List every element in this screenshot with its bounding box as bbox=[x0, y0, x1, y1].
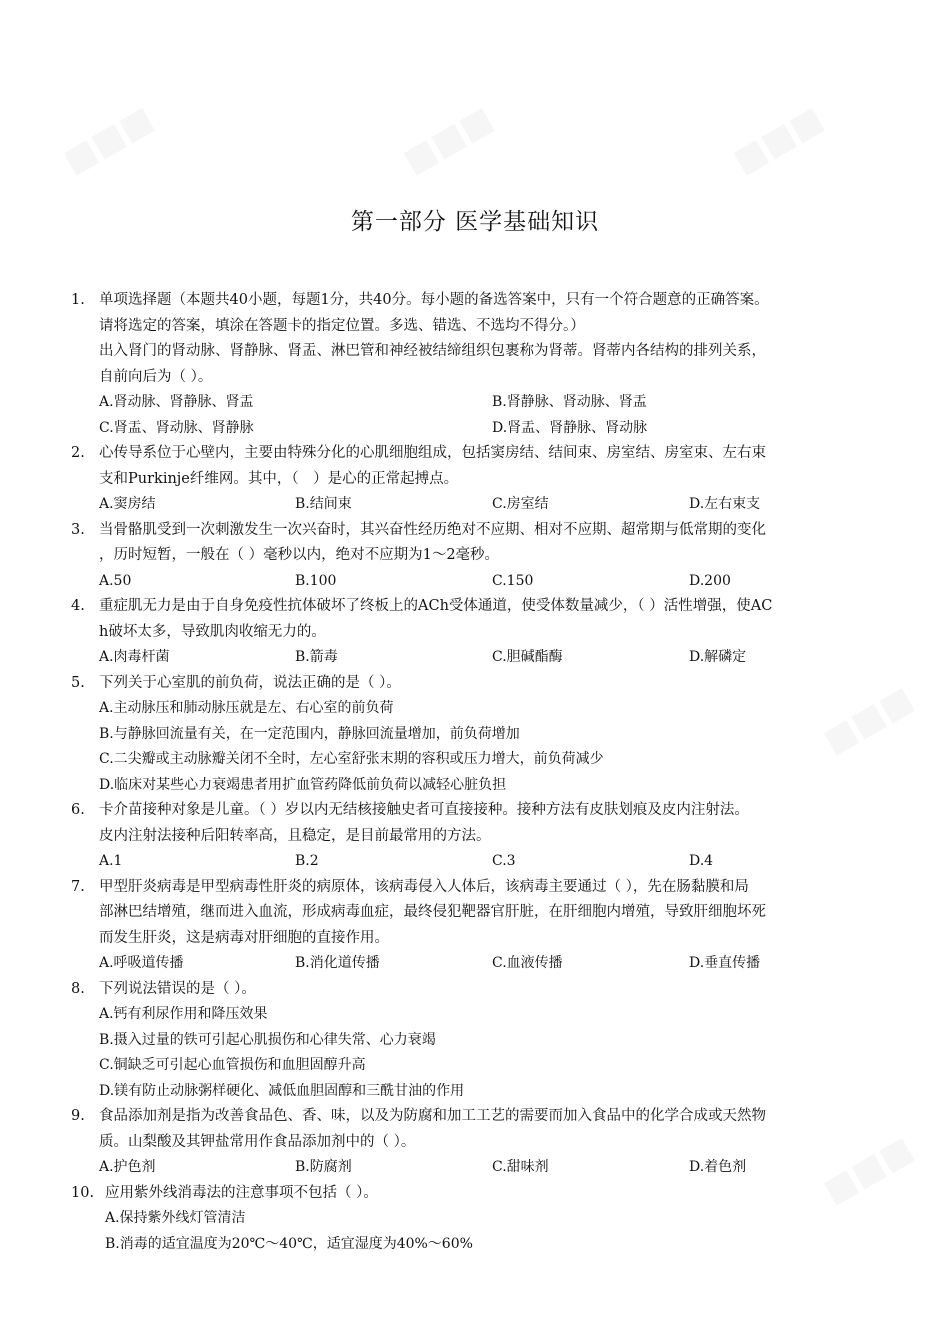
watermark bbox=[396, 99, 499, 182]
question-text: 甲型肝炎病毒是甲型病毒性肝炎的病原体，该病毒侵入人体后，该病毒主要通过（ ），先在肠黏膜和局 bbox=[99, 878, 749, 895]
options-row bbox=[99, 416, 874, 442]
option-d: D.4 bbox=[689, 853, 714, 869]
question-text: 心传导系位于心壁内，主要由特殊分化的心肌细胞组成，包括窦房结、结间束、房室结、房室束、左右束 bbox=[99, 445, 766, 461]
question-text: 单项选择题（本题共40小题，每题1分，共40分。每小题的备选答案中，只有一个符合题意的正确答案。 bbox=[99, 292, 769, 308]
option-a: A.1 bbox=[99, 853, 123, 869]
options-row bbox=[99, 849, 874, 875]
question-9 bbox=[71, 1104, 874, 1181]
question-text: 请将选定的答案，填涂在答题卡的指定位置。多选、错选、不选均不得分。） bbox=[99, 317, 585, 334]
option-a: A.肾动脉、肾静脉、肾盂 bbox=[99, 394, 254, 410]
question-text: 出入肾门的肾动脉、肾静脉、肾盂、淋巴管和神经被结缔组织包裹称为肾蒂。肾蒂内各结构的排列关系， bbox=[99, 343, 766, 359]
option-c: C.3 bbox=[492, 853, 516, 869]
question-number: 8. bbox=[71, 980, 85, 997]
question-number: 2. bbox=[71, 445, 85, 461]
question-text: h破坏太多，导致肌肉收缩无力的。 bbox=[99, 623, 326, 640]
question-number: 4. bbox=[71, 598, 85, 614]
question-6 bbox=[71, 798, 874, 875]
question-text: ，历时短暂，一般在（ ）毫秒以内，绝对不应期为1～2毫秒。 bbox=[99, 547, 500, 563]
option-d: D.左右束支 bbox=[689, 496, 761, 512]
question-text: 皮内注射法接种后阳转率高，且稳定，是目前最常用的方法。 bbox=[99, 827, 491, 844]
option-c: C.胆碱酯酶 bbox=[492, 649, 563, 665]
question-2 bbox=[71, 441, 874, 518]
option-b: B.箭毒 bbox=[295, 649, 338, 665]
option-c: C.甜味剂 bbox=[492, 1159, 549, 1175]
options-row bbox=[99, 492, 874, 518]
question-list bbox=[0, 288, 950, 1257]
option-d: D.200 bbox=[689, 572, 731, 589]
option-a: A.50 bbox=[99, 572, 132, 589]
question-text: 食品添加剂是指为改善食品色、香、味，以及为防腐和加工工艺的需要而加入食品中的化学合成或天然物 bbox=[99, 1108, 766, 1124]
question-text: 卡介苗接种对象是儿童。（ ）岁以内无结核接触史者可直接接种。接种方法有皮肤划痕及皮内注射法。 bbox=[99, 802, 749, 818]
watermark bbox=[726, 99, 829, 182]
question-1 bbox=[71, 288, 874, 441]
option-b: B.防腐剂 bbox=[295, 1159, 352, 1175]
option-c: C.血液传播 bbox=[492, 955, 563, 971]
question-text: 部淋巴结增殖，继而进入血流，形成病毒血症，最终侵犯靶器官肝脏，在肝细胞内增殖，导致肝细胞坏死 bbox=[99, 904, 766, 920]
option-a: A.窦房结 bbox=[99, 496, 156, 512]
option-c: C.肾盂、肾动脉、肾静脉 bbox=[99, 419, 254, 436]
question-text: 重症肌无力是由于自身免疫性抗体破坏了终板上的ACh受体通道，使受体数量减少，（ ）活性增强，使AC bbox=[99, 598, 773, 614]
watermark bbox=[56, 99, 159, 182]
option-b: B.肾静脉、肾动脉、肾盂 bbox=[492, 394, 647, 410]
options-row bbox=[99, 569, 874, 595]
option-c: C.150 bbox=[492, 572, 534, 589]
question-4 bbox=[71, 594, 874, 671]
question-7 bbox=[71, 875, 874, 977]
question-number: 6. bbox=[71, 802, 85, 818]
page-title: 第一部分 医学基础知识 bbox=[350, 209, 600, 235]
question-text: 质。山梨酸及其钾盐常用作食品添加剂中的（ ）。 bbox=[99, 1133, 416, 1150]
option-b: B.2 bbox=[295, 853, 319, 869]
question-number: 5. bbox=[71, 674, 85, 691]
question-number: 7. bbox=[71, 878, 85, 895]
question-text: 应用紫外线消毒法的注意事项不包括（ ）。 bbox=[105, 1184, 378, 1201]
options-row bbox=[99, 390, 874, 416]
option-b: B.摄入过量的铁可引起心肌损伤和心律失常、心力衰竭 bbox=[99, 1031, 436, 1048]
option-d: D.解磷定 bbox=[689, 649, 747, 665]
option-d: D.镁有防止动脉粥样硬化、减低血胆固醇和三酰甘油的作用 bbox=[99, 1082, 465, 1099]
option-c: C.铜缺乏可引起心血管损伤和血胆固醇升高 bbox=[99, 1057, 366, 1073]
options-row bbox=[99, 645, 874, 671]
option-b: B.消毒的适宜温度为20℃～40℃，适宜湿度为40%～60% bbox=[105, 1235, 473, 1252]
option-d: D.垂直传播 bbox=[689, 955, 761, 971]
option-b: B.消化道传播 bbox=[295, 955, 380, 971]
option-a: A.主动脉压和肺动脉压就是左、右心室的前负荷 bbox=[99, 700, 394, 716]
option-d: D.临床对某些心力衰竭患者用扩血管药降低前负荷以减轻心脏负担 bbox=[99, 776, 507, 793]
option-d: D.肾盂、肾静脉、肾动脉 bbox=[492, 419, 648, 436]
options-row bbox=[99, 951, 874, 977]
question-text: 而发生肝炎，这是病毒对肝细胞的直接作用。 bbox=[99, 929, 389, 946]
question-8 bbox=[71, 977, 874, 1105]
option-d: D.着色剂 bbox=[689, 1159, 747, 1175]
question-number: 10. bbox=[71, 1184, 95, 1201]
question-number: 3. bbox=[71, 521, 85, 538]
question-text: 下列关于心室肌的前负荷，说法正确的是（ ）。 bbox=[99, 674, 401, 691]
option-a: A.肉毒杆菌 bbox=[99, 649, 170, 665]
question-5 bbox=[71, 671, 874, 799]
options-row bbox=[99, 1155, 874, 1181]
option-a: A.呼吸道传播 bbox=[99, 955, 184, 971]
question-text: 当骨骼肌受到一次刺激发生一次兴奋时，其兴奋性经历绝对不应期、相对不应期、超常期与低常期的变化 bbox=[99, 521, 766, 538]
question-text: 下列说法错误的是（ ）。 bbox=[99, 980, 256, 997]
question-10 bbox=[71, 1181, 875, 1258]
question-text: 支和Purkinje纤维网。其中，（ ）是心的正常起搏点。 bbox=[99, 470, 459, 487]
option-a: A.护色剂 bbox=[99, 1159, 156, 1175]
option-c: C.房室结 bbox=[492, 496, 549, 512]
option-a: A.保持紫外线灯管清洁 bbox=[105, 1210, 246, 1226]
question-text: 自前向后为（ ）。 bbox=[99, 368, 213, 385]
option-a: A.钙有利尿作用和降压效果 bbox=[99, 1006, 268, 1022]
option-b: B.与静脉回流量有关，在一定范围内，静脉回流量增加，前负荷增加 bbox=[99, 725, 520, 742]
question-number: 9. bbox=[71, 1108, 85, 1124]
question-number: 1. bbox=[71, 292, 85, 308]
option-c: C.二尖瓣或主动脉瓣关闭不全时，左心室舒张末期的容积或压力增大，前负荷减少 bbox=[99, 751, 604, 767]
option-b: B.100 bbox=[295, 572, 337, 589]
option-b: B.结间束 bbox=[295, 496, 352, 512]
question-3 bbox=[71, 518, 874, 595]
